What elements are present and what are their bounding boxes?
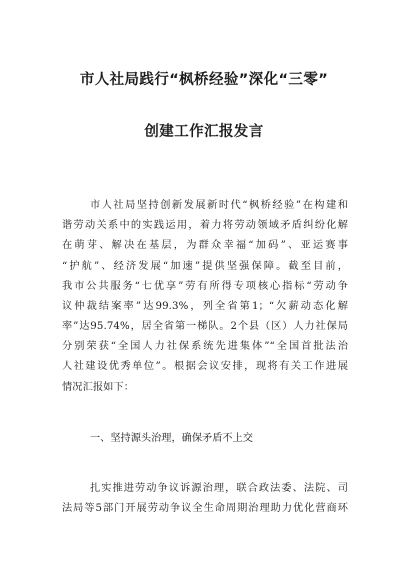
paragraph-line: 分别荣获“全国人力社保系统先进集体”“全国首批法治 xyxy=(62,341,348,352)
paragraph-line: 情况汇报如下： xyxy=(62,382,135,393)
paragraph-line: 人社建设优秀单位”。根据会议安排，现将有关工作进展 xyxy=(62,361,348,372)
section-heading: 一、坚持源头治理，确保矛盾不上交 xyxy=(90,433,253,444)
paragraph-line: 法局等5部门开展劳动争议全生命周期治理助力优化营商环 xyxy=(62,503,348,514)
paragraph-line: “护航”、经济发展“加速”提供坚强保障。截至目前， xyxy=(62,261,348,272)
paragraph-line: 率”达95.74%，居全省第一梯队。2个县（区）人力社保局 xyxy=(62,321,348,332)
paragraph-line: 我市公共服务“七优享”劳有所得专项核心指标“劳动争 xyxy=(62,281,348,292)
document-title-line-1: 市人社局践行“枫桥经验”深化“三零” xyxy=(79,72,329,88)
paragraph-line: 市人社局坚持创新发展新时代“枫桥经验”在构建和 xyxy=(90,200,348,211)
paragraph-line: 在萌芽、解决在基层，为群众幸福“加码”、亚运赛事 xyxy=(62,240,348,251)
paragraph-line: 谐劳动关系中的实践运用，着力将劳动领域矛盾纠纷化解 xyxy=(62,220,348,231)
document-title-line-2: 创建工作汇报发言 xyxy=(144,124,264,140)
paragraph-line: 议仲裁结案率”达99.3%，列全省第1；“欠薪动态化解 xyxy=(62,301,348,312)
paragraph-line: 扎实推进劳动争议诉源治理，联合政法委、法院、司 xyxy=(90,483,348,494)
